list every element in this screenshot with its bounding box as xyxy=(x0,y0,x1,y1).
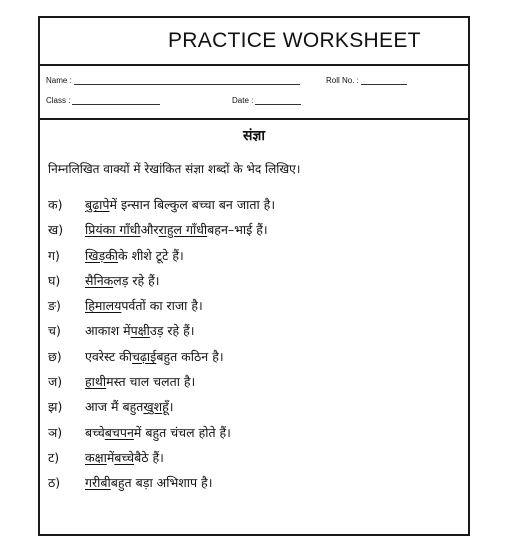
question-text-post: में इन्सान बिल्कुल बच्चा बन जाता है। xyxy=(109,197,276,212)
question-item xyxy=(40,474,468,499)
question-text-post: बहुत कठिन है। xyxy=(156,348,224,364)
question-item xyxy=(40,322,468,347)
question-item xyxy=(40,348,468,373)
underlined-noun: खुश xyxy=(143,399,163,415)
question-item xyxy=(40,272,468,297)
question-item xyxy=(40,247,468,272)
question-text-pre: आकाश में xyxy=(85,323,131,339)
question-item xyxy=(40,424,468,449)
question-label: च) xyxy=(48,323,61,339)
date-blank[interactable] xyxy=(255,96,301,105)
class-blank[interactable] xyxy=(72,96,160,105)
question-item xyxy=(40,449,468,474)
question-list xyxy=(40,196,468,500)
worksheet xyxy=(38,16,470,536)
underlined-noun: बचपन xyxy=(104,424,134,440)
underlined-noun: पक्षी xyxy=(130,323,150,339)
question-label: छ) xyxy=(48,348,62,364)
underlined-noun-2: बच्चे xyxy=(114,449,135,465)
question-text-mid: में xyxy=(106,449,115,465)
question-text-post: लड़ रहे हैं। xyxy=(113,272,160,288)
question-label: ज) xyxy=(48,374,63,390)
question-label: झ) xyxy=(48,399,63,415)
roll-blank[interactable] xyxy=(361,76,407,85)
question-text-pre: बच्चे xyxy=(85,424,105,440)
question-item xyxy=(40,373,468,398)
topic-heading: संज्ञा xyxy=(242,128,266,144)
underlined-noun: गरीबी xyxy=(85,475,111,491)
roll-field[interactable] xyxy=(326,76,407,85)
worksheet-title: PRACTICE WORKSHEET xyxy=(168,29,421,52)
question-text-post: बहुत बड़ा अभिशाप है। xyxy=(110,475,213,491)
underlined-noun: प्रियंका गाँधी xyxy=(85,222,141,238)
class-label: Class : xyxy=(46,96,71,105)
question-label: घ) xyxy=(48,272,61,288)
question-text-post: मस्त चाल चलता है। xyxy=(106,374,196,390)
question-text-post: बैठे हैं। xyxy=(134,449,164,465)
roll-label: Roll No. : xyxy=(326,76,359,85)
date-label: Date : xyxy=(232,96,254,105)
underlined-noun-2: राहुल गाँधी xyxy=(158,222,208,238)
question-label: ग) xyxy=(48,247,60,263)
underlined-noun: हिमालय xyxy=(85,298,122,314)
underlined-noun: चढ़ाई xyxy=(131,348,157,364)
underlined-noun: बुढ़ापे xyxy=(85,197,110,212)
question-item xyxy=(40,221,468,246)
question-item xyxy=(40,297,468,322)
question-label: ञ) xyxy=(48,424,63,440)
question-label: क) xyxy=(48,197,63,212)
question-text-post: के शीशे टूटे हैं। xyxy=(118,247,184,263)
instruction-text: निम्नलिखित वाक्यों में रेखांकित संज्ञा शब्दों के भेद लिखिए। xyxy=(48,162,301,176)
question-label: ङ) xyxy=(48,298,61,314)
title-bar xyxy=(40,18,468,66)
question-label: ख) xyxy=(48,222,64,238)
underlined-noun: सैनिक xyxy=(85,272,114,288)
name-blank[interactable] xyxy=(74,76,300,85)
question-text-post: हूँ। xyxy=(162,399,174,415)
question-label: ट) xyxy=(48,449,60,465)
underlined-noun: खिड़की xyxy=(85,247,118,263)
underlined-noun: कक्षा xyxy=(85,449,107,465)
name-field[interactable] xyxy=(46,76,300,85)
question-text-post: बहन–भाई हैं। xyxy=(207,222,268,238)
question-text-mid: और xyxy=(140,222,159,238)
date-field[interactable] xyxy=(232,96,301,105)
question-text-post: उड़ रहे हैं। xyxy=(149,323,195,339)
question-text-post: में बहुत चंचल होते हैं। xyxy=(133,424,231,440)
question-text-post: पर्वतों का राजा है। xyxy=(121,298,203,314)
question-text-pre: एवरेस्ट की xyxy=(85,348,132,364)
question-text-pre: आज मैं बहुत xyxy=(85,399,144,415)
underlined-noun: हाथी xyxy=(85,374,107,390)
question-item xyxy=(40,196,468,221)
question-label: ठ) xyxy=(48,475,61,491)
student-info-section xyxy=(40,66,468,120)
name-label: Name : xyxy=(46,76,72,85)
question-item xyxy=(40,398,468,423)
class-field[interactable] xyxy=(46,96,160,105)
